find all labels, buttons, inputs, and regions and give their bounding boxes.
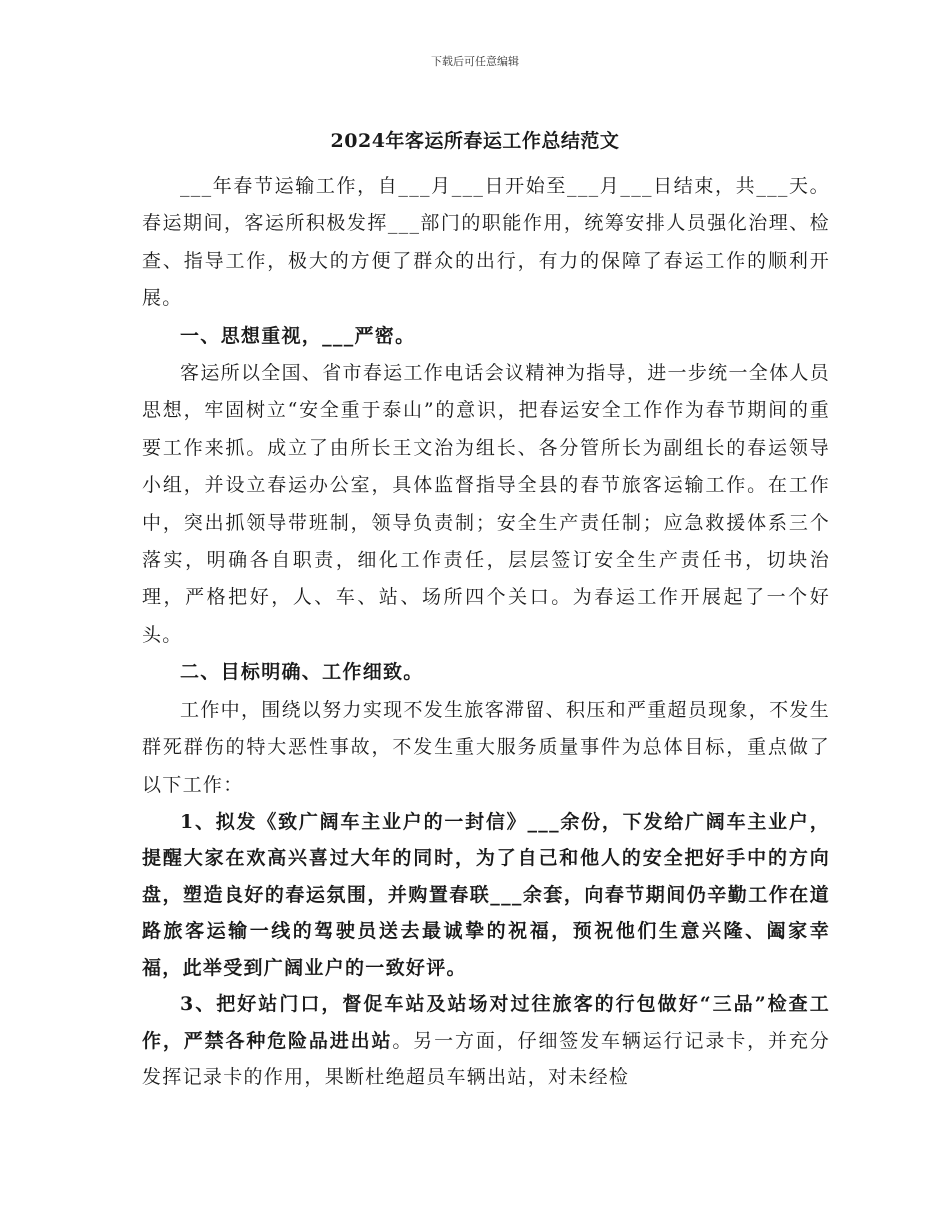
list-item-3	[142, 986, 830, 1096]
section-2-paragraph: 工作中，围绕以努力实现不发生旅客滞留、积压和严重超员现象，不发生群死群伤的特大恶性事故，不发生重大服务质量事件为总体目标，重点做了以下工作：	[142, 698, 830, 796]
document-title: 2024年客运所春运工作总结范文	[330, 130, 620, 152]
list-item-3-rest: 。另一方面，仔细签发车辆运行记录卡，并充分发挥记录卡的作用，果断杜绝超员车辆出站，对未经检	[142, 1029, 830, 1089]
page-header-note: 下载后可任意编辑	[431, 55, 519, 68]
list-item-3-bold: 3、把好站门口，督促车站及站场对过往旅客的行包做好“三品”检查工作，严禁各种危险品进出站	[142, 993, 830, 1052]
document-body	[142, 168, 830, 1096]
section-heading-2: 二、目标明确、工作细致。	[180, 661, 424, 684]
section-1-paragraph: 客运所以全国、省市春运工作电话会议精神为指导，进一步统一全体人员思想，牢固树立“安全重于泰山”的意识，把春运安全工作作为春节期间的重要工作来抓。成立了由所长王文治为组长、各分管所长为副组长的春运领导小组，并设立春运办公室，具体监督指导全县的春节旅客运输工作。在工作中，突出抓领导带班制，领导负责制；安全生产责任制；应急救援体系三个落实，明确各自职责，细化工作责任，层层签订安全生产责任书，切块治理，严格把好，人、车、站、场所四个关口。为春运工作开展起了一个好头。	[142, 362, 830, 646]
intro-paragraph: ___年春节运输工作，自___月___日开始至___月___日结束，共___天。春运期间，客运所积极发挥___部门的职能作用，统筹安排人员强化治理、检查、指导工作，极大的方便了群众的出行，有力的保障了春运工作的顺利开展。	[142, 175, 830, 310]
list-item-1: 1、拟发《致广阔车主业户的一封信》___余份，下发给广阔车主业户，提醒大家在欢高兴喜过大年的同时，为了自己和他人的安全把好手中的方向盘，塑造良好的春运氛围，并购置春联___余套，向春节期间仍辛勤工作在道路旅客运输一线的驾驶员送去最诚挚的祝福，预祝他们生意兴隆、阖家幸福，此举受到广阔业户的一致好评。	[142, 810, 830, 979]
section-heading-1: 一、思想重视，___严密。	[180, 324, 416, 347]
